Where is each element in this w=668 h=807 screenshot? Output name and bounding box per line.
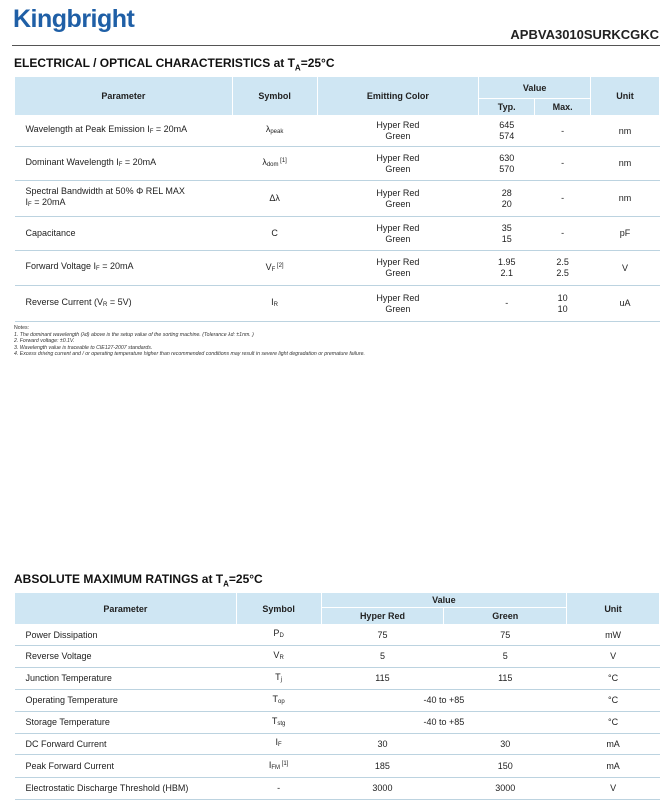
table-row	[15, 734, 660, 755]
typ-value: 20	[501, 198, 512, 209]
typ-value: 1.95	[497, 257, 516, 267]
green-cell: 150	[444, 755, 567, 778]
unit-text: uA	[619, 298, 631, 308]
unit-cell: mW	[567, 625, 660, 646]
col-typ: Typ.	[479, 99, 535, 116]
color-cell	[317, 116, 479, 147]
note-reference: [1]	[280, 760, 289, 767]
parameter-cell: Peak Forward Current	[15, 755, 237, 778]
col-value: Value	[321, 593, 567, 608]
color-cell	[317, 217, 479, 251]
typ-value: 35	[501, 222, 512, 233]
color-green: Green	[385, 198, 411, 209]
electrical-section-title: ELECTRICAL / OPTICAL CHARACTERISTICS at $T_A=25^\circ C$	[14, 56, 335, 73]
unit-cell	[591, 286, 660, 322]
symbol-text: V	[265, 261, 272, 272]
color-cell	[317, 147, 479, 181]
symbol-cell	[232, 181, 317, 217]
parameter-cell	[15, 181, 233, 217]
unit-text: pF	[619, 228, 631, 238]
max-value: 2.5	[556, 268, 569, 278]
color-hyper-red: Hyper Red	[376, 187, 420, 198]
table-row	[15, 755, 660, 778]
parameter-text: Capacitance	[25, 228, 76, 238]
symbol-text: T	[272, 693, 278, 704]
value-merged-cell: -40 to +85	[321, 712, 567, 734]
unit-text: nm	[618, 125, 632, 136]
symbol-cell	[232, 217, 317, 251]
table-row	[15, 251, 660, 286]
symbol-cell	[236, 625, 321, 646]
symbol-subscript: F	[271, 266, 276, 273]
unit-text: nm	[618, 158, 632, 168]
header-rule	[12, 45, 660, 46]
col-max: Max.	[535, 99, 591, 116]
table-row	[15, 646, 660, 668]
symbol-subscript: stg	[277, 720, 286, 727]
typ-value: 574	[499, 131, 515, 141]
parameter-cell: Operating Temperature	[15, 690, 237, 712]
green-cell: 3000	[444, 778, 567, 800]
symbol-cell	[232, 147, 317, 181]
green-cell: 115	[444, 668, 567, 690]
symbol-subscript: peak	[270, 129, 284, 135]
max-cell	[535, 286, 591, 322]
col-value: Value	[479, 77, 591, 99]
symbol-cell	[236, 755, 321, 778]
max-cell	[535, 251, 591, 286]
value-merged-cell: -40 to +85	[321, 690, 567, 712]
symbol-cell	[236, 734, 321, 755]
symbol-cell	[232, 251, 317, 286]
note-line: 1. The dominant wavelength (λd) above is the setup value of the sorting machine. (Tolerance λd: ±1nm. )	[14, 331, 254, 338]
unit-cell	[591, 147, 660, 181]
parameter-cell	[15, 286, 233, 322]
symbol-text: C	[271, 228, 278, 238]
electrical-table	[14, 76, 660, 322]
parameter-cell	[15, 147, 233, 181]
parameter-cell: Junction Temperature	[15, 668, 237, 690]
parameter-cell: Power Dissipation	[15, 625, 237, 646]
typ-cell	[479, 251, 535, 286]
part-number: APBVA3010SURKCGKC	[510, 27, 659, 42]
note-reference: [1]	[278, 158, 287, 164]
symbol-cell	[236, 668, 321, 690]
parameter-cell	[15, 217, 233, 251]
symbol-text: T	[271, 715, 278, 726]
color-green: Green	[385, 163, 411, 174]
note-line: 2. Forward voltage: ±0.1V.	[14, 338, 75, 344]
note-line: 3. Wavelength value is traceable to CIE127-2007 standards.	[14, 344, 153, 351]
unit-cell: °C	[567, 712, 660, 734]
max-cell	[535, 116, 591, 147]
unit-text: V	[622, 262, 629, 273]
symbol-cell	[236, 712, 321, 734]
typ-value: 28	[501, 187, 512, 198]
green-cell: 30	[444, 734, 567, 755]
table-row	[15, 690, 660, 712]
symbol-subscript: D	[279, 633, 284, 639]
table-row	[15, 625, 660, 646]
max-value: -	[561, 193, 565, 203]
max-value: 10	[557, 292, 568, 303]
typ-value: 630	[499, 152, 515, 163]
symbol-text: I	[271, 296, 274, 307]
color-cell	[317, 286, 479, 322]
unit-cell	[591, 116, 660, 147]
parameter-text: Spectral Bandwidth at 50% Φ REL MAX	[25, 186, 185, 196]
typ-cell	[479, 181, 535, 217]
max-value: 10	[557, 303, 568, 314]
color-green: Green	[385, 233, 411, 244]
table-row	[15, 217, 660, 251]
hyper-red-cell: 115	[321, 668, 444, 690]
parameter-text: Dominant Wavelength I	[25, 156, 119, 167]
typ-value: 15	[501, 233, 512, 244]
color-green: Green	[385, 268, 411, 278]
max-cell	[535, 217, 591, 251]
parameter-text: Reverse Current (V	[25, 296, 104, 307]
hyper-red-cell: 75	[321, 625, 444, 646]
brand-logo: Kingbright	[13, 5, 135, 33]
table-row	[15, 147, 660, 181]
color-hyper-red: Hyper Red	[376, 292, 420, 303]
typ-cell	[479, 116, 535, 147]
col-emitting-color: Emitting Color	[317, 77, 479, 116]
parameter-cell: Storage Temperature	[15, 712, 237, 734]
unit-text: nm	[618, 193, 632, 203]
hyper-red-cell: 185	[321, 755, 444, 778]
parameter-text: = 20mA	[31, 197, 66, 207]
unit-cell: mA	[567, 734, 660, 755]
col-symbol: Symbol	[236, 593, 321, 625]
color-hyper-red: Hyper Red	[376, 222, 420, 233]
symbol-subscript: op	[278, 698, 285, 705]
unit-cell: mA	[567, 755, 660, 778]
symbol-text: T	[275, 671, 281, 682]
green-cell: 75	[444, 625, 567, 646]
color-hyper-red: Hyper Red	[376, 152, 420, 163]
hyper-red-cell: 3000	[321, 778, 444, 800]
table-row	[15, 668, 660, 690]
symbol-text: P	[273, 628, 280, 638]
parameter-text: = 20mA	[122, 156, 157, 167]
table-row	[15, 712, 660, 734]
typ-value: 645	[499, 120, 515, 130]
parameter-cell	[15, 251, 233, 286]
parameter-text: I	[25, 197, 29, 207]
max-value: -	[561, 158, 565, 168]
symbol-text: λ	[262, 157, 267, 167]
parameter-cell: DC Forward Current	[15, 734, 237, 755]
color-green: Green	[385, 131, 411, 141]
color-hyper-red: Hyper Red	[376, 120, 420, 130]
col-parameter: Parameter	[15, 593, 237, 625]
symbol-text: I	[275, 737, 279, 747]
absolute-table	[14, 592, 660, 800]
col-unit: Unit	[591, 77, 660, 116]
parameter-cell: Electrostatic Discharge Threshold (HBM)	[15, 778, 237, 800]
symbol-text: V	[273, 649, 280, 660]
symbol-text: -	[277, 783, 281, 793]
parameter-cell	[15, 116, 233, 147]
typ-value: -	[505, 298, 509, 308]
unit-cell: V	[567, 646, 660, 668]
table-row	[15, 286, 660, 322]
unit-cell: °C	[567, 690, 660, 712]
color-hyper-red: Hyper Red	[376, 257, 420, 267]
symbol-subscript: FM	[271, 764, 281, 771]
table-row	[15, 181, 660, 217]
unit-cell	[591, 181, 660, 217]
color-green: Green	[385, 303, 411, 314]
parameter-subscript: F	[149, 129, 154, 135]
col-parameter: Parameter	[15, 77, 233, 116]
parameter-subscript: F	[96, 266, 100, 272]
col-unit: Unit	[567, 593, 660, 625]
max-value: 2.5	[556, 257, 569, 267]
parameter-text: Forward Voltage I	[25, 261, 97, 271]
typ-cell	[479, 217, 535, 251]
parameter-text: = 5V)	[107, 296, 132, 307]
symbol-subscript: R	[279, 654, 284, 661]
typ-cell	[479, 147, 535, 181]
col-green: Green	[444, 608, 567, 625]
absolute-section-title: ABSOLUTE MAXIMUM RATINGS at $T_A=25^\circ C$	[14, 572, 263, 589]
symbol-text: Δλ	[269, 193, 280, 203]
color-cell	[317, 251, 479, 286]
symbol-cell	[236, 646, 321, 668]
note-line: Notes:	[14, 325, 29, 331]
unit-cell: V	[567, 778, 660, 800]
hyper-red-cell: 5	[321, 646, 444, 668]
symbol-subscript: dom	[266, 162, 279, 168]
notes	[14, 325, 365, 358]
typ-value: 570	[499, 163, 515, 174]
symbol-subscript: R	[273, 301, 279, 308]
unit-cell	[591, 217, 660, 251]
col-hyper-red: Hyper Red	[321, 608, 444, 625]
parameter-subscript: R	[103, 301, 108, 308]
table-row	[15, 778, 660, 800]
unit-cell: °C	[567, 668, 660, 690]
parameter-text: Wavelength at Peak Emission I	[25, 124, 150, 134]
symbol-text: λ	[265, 124, 271, 134]
unit-cell	[591, 251, 660, 286]
symbol-cell	[232, 116, 317, 147]
symbol-text: I	[268, 759, 272, 770]
symbol-cell	[236, 778, 321, 800]
hyper-red-cell: 30	[321, 734, 444, 755]
max-cell	[535, 181, 591, 217]
symbol-subscript: F	[278, 742, 282, 748]
symbol-cell	[236, 690, 321, 712]
note-reference: [2]	[275, 262, 284, 269]
parameter-subscript: F	[118, 161, 123, 168]
max-value: -	[561, 228, 565, 238]
parameter-subscript: F	[28, 202, 32, 208]
symbol-subscript: j	[280, 676, 283, 683]
typ-value: 2.1	[500, 268, 513, 278]
parameter-text: = 20mA	[99, 261, 134, 271]
symbol-cell	[232, 286, 317, 322]
color-cell	[317, 181, 479, 217]
parameter-cell: Reverse Voltage	[15, 646, 237, 668]
col-symbol: Symbol	[232, 77, 317, 116]
green-cell: 5	[444, 646, 567, 668]
table-row	[15, 116, 660, 147]
note-line: 4. Excess driving current and / or operating temperature higher than recommended conditions may result in severe light degradation or premature failure.	[14, 351, 365, 357]
max-cell	[535, 147, 591, 181]
typ-cell	[479, 286, 535, 322]
max-value: -	[561, 125, 565, 136]
parameter-text: = 20mA	[153, 124, 188, 134]
